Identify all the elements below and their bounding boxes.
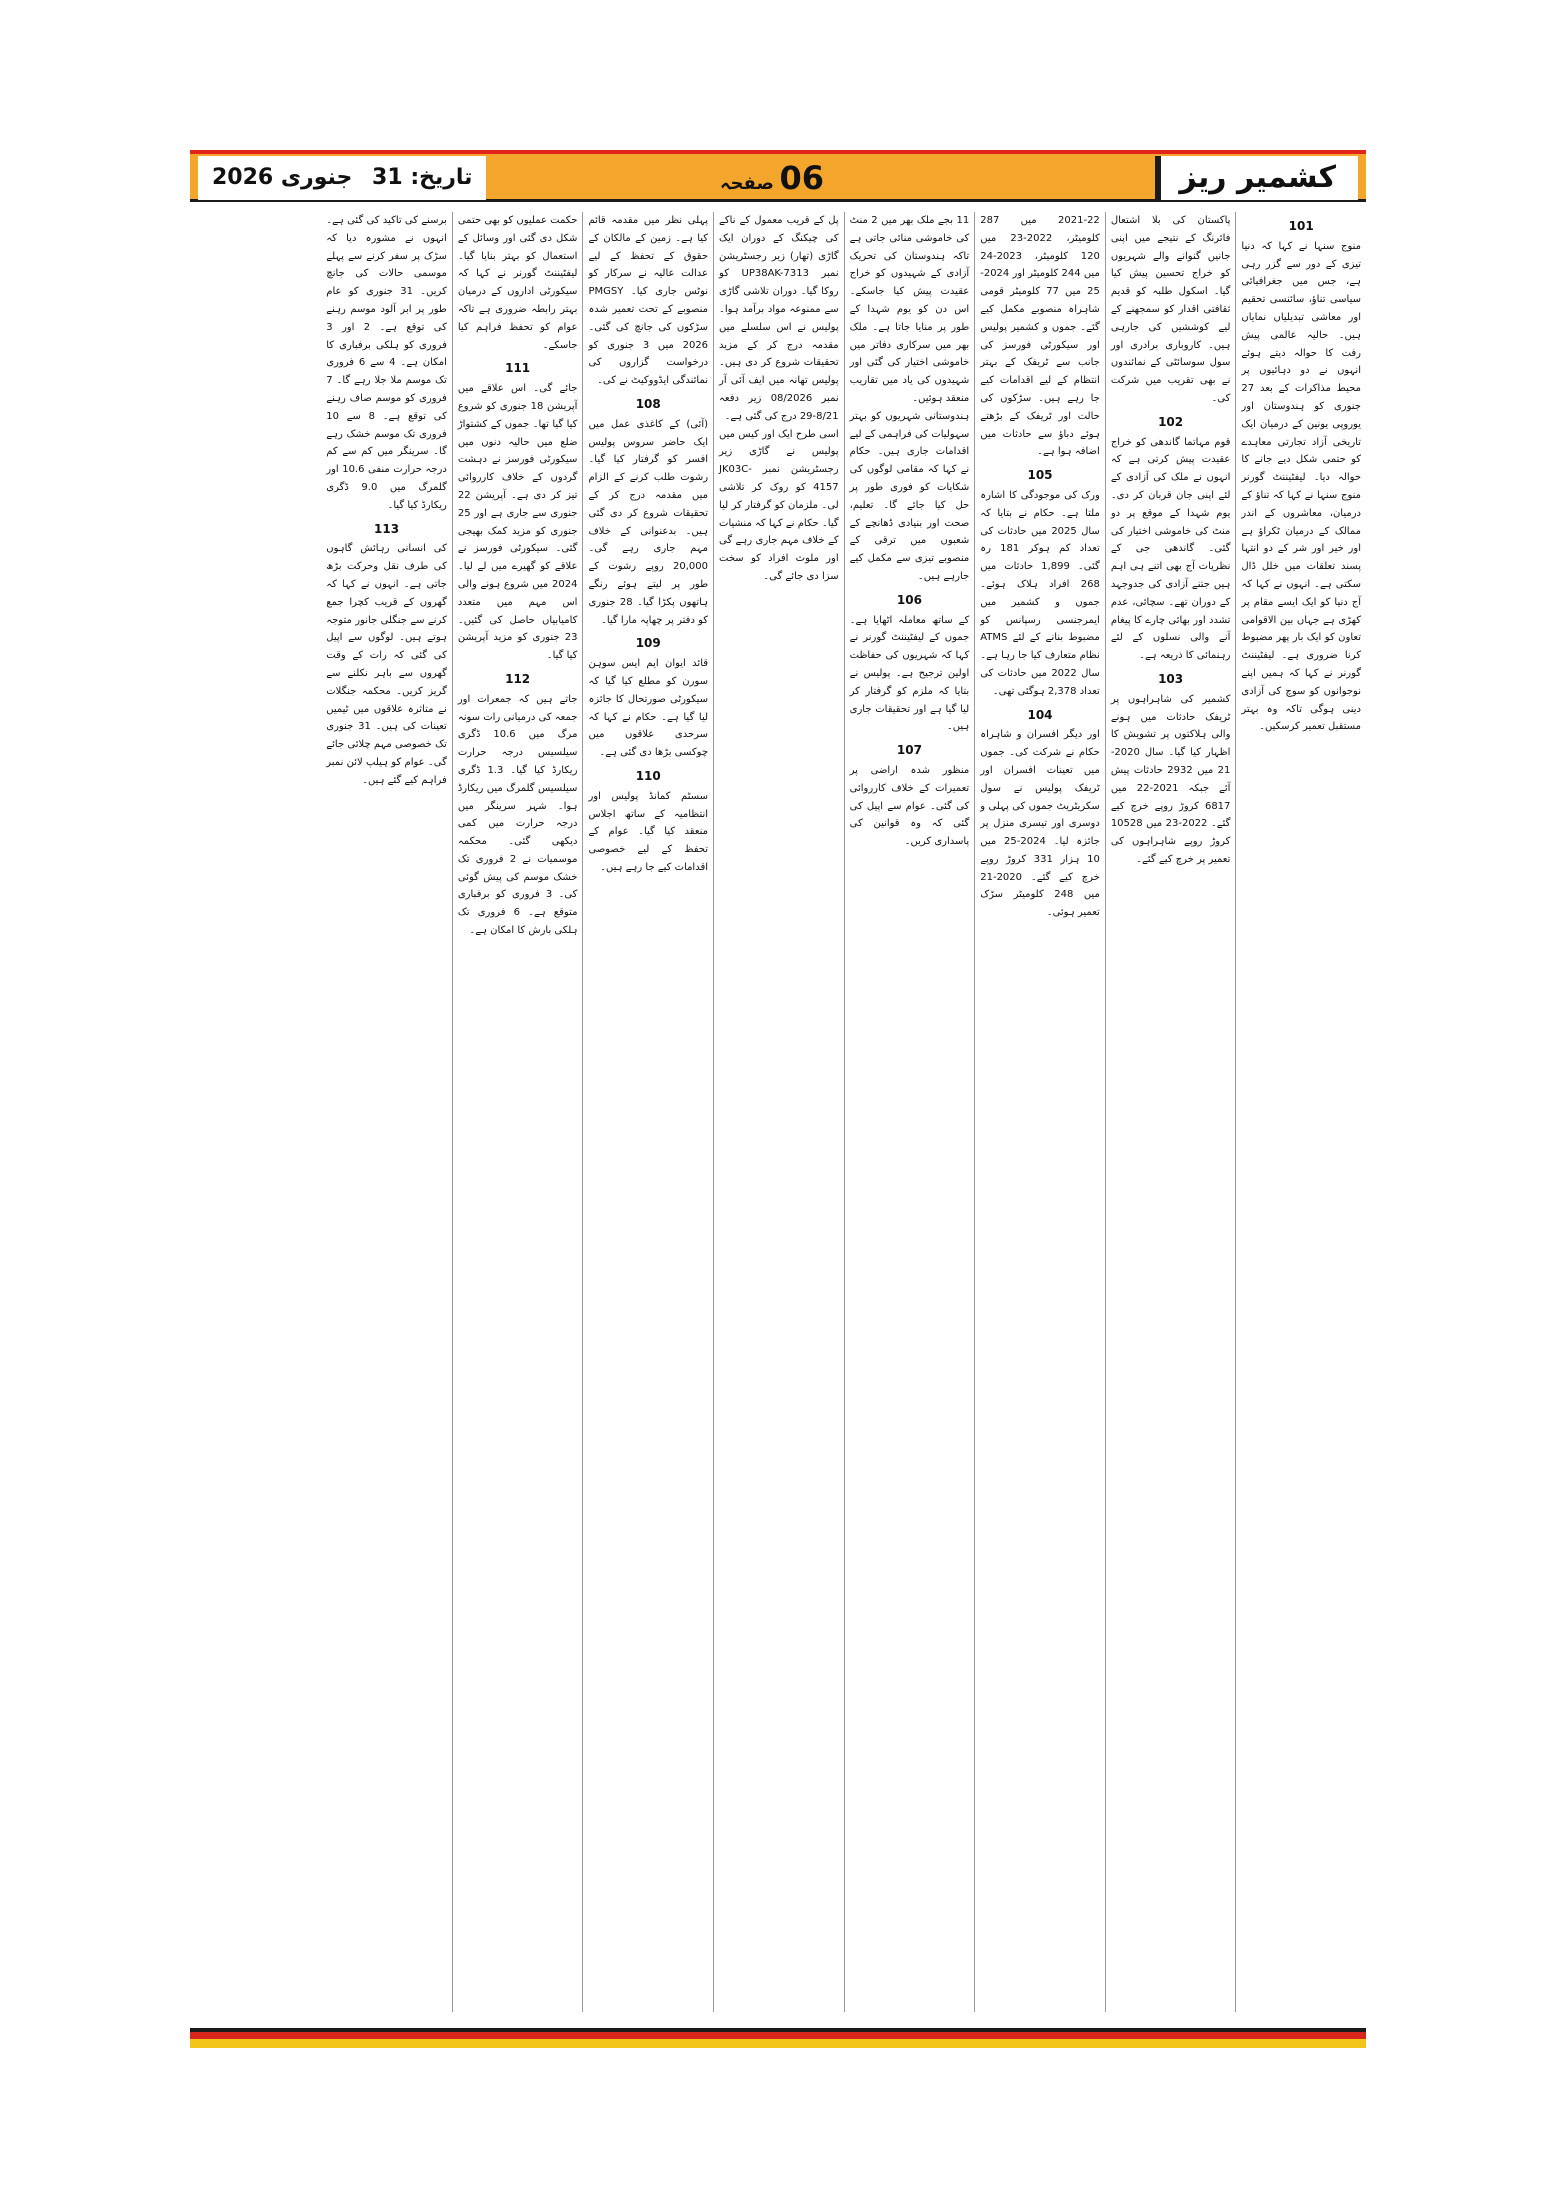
story-paragraph: جائے گی۔ اس علاقے میں آپریشن 18 جنوری کو شروع کیا گیا تھا۔ جموں کے کشتواڑ ضلع میں حالیہ دنوں میں سیکورٹی فورسز نے دہشت گردوں کے خلاف کارروائی تیز کر دی ہے۔ آپریشن 22 جنوری سے جاری ہے اور 25 جنوری کو مزید کمک بھیجی گئی۔ سیکورٹی فورسز نے علاقے کو گھیرے میں لے لیا۔ 2024 میں شروع ہونے والی اس مہم میں متعدد کامیابیاں حاصل کی گئیں۔ 23 جنوری کو مزید آپریشن کیا گیا۔ <box>457 383 578 662</box>
date-label: تاریخ: <box>410 165 473 190</box>
story-number: 108 <box>635 396 661 411</box>
story-number: 103 <box>1158 671 1184 686</box>
story-number: 101 <box>1288 219 1314 233</box>
story-number: 112 <box>505 671 531 686</box>
story-number: 102 <box>1158 414 1184 429</box>
column-1 <box>1235 212 1366 2012</box>
stripe-yellow <box>190 2039 1366 2048</box>
story-number: 104 <box>1027 707 1053 722</box>
column-7 <box>452 212 583 2012</box>
story-number: 107 <box>896 743 922 758</box>
story-paragraph: ورک کی موجودگی کا اشارہ ملتا ہے۔ حکام نے بتایا کہ سال 2025 میں حادثات کی تعداد کم ہوکر 181 رہ گئی۔ 1,899 حادثات میں 268 افراد ہلاک ہوئے۔ جموں و کشمیر میں ایمرجنسی رسپانس کو مضبوط بنانے کے لئے ATMS نظام متعارف کیا جا رہا ہے۔ سال 2022 میں حادثات کی تعداد 2,378 ہوگئی تھی۔ <box>980 489 1100 697</box>
column-8 <box>321 212 452 2012</box>
story-number: 109 <box>635 636 661 651</box>
story-paragraph: برسنے کی تاکید کی گئی ہے۔ انہوں نے مشورہ دیا کہ سڑک پر سفر کرنے سے پہلے موسمی حالات کی جانچ کریں۔ 31 جنوری کو عام طور پر ابر آلود موسم رہنے کی توقع ہے۔ 2 اور 3 فروری کو ہلکی برفباری کا امکان ہے۔ 4 سے 6 فروری تک موسم ملا جلا رہے گا۔ 7 فروری کو موسم صاف رہنے کی توقع ہے۔ 8 سے 10 فروری تک موسم خشک رہے گا۔ سرینگر میں کم سے کم درجہ حرارت منفی 10.6 اور گلمرگ میں 9.0 ڈگری ریکارڈ کیا گیا۔ <box>326 215 447 511</box>
footer-stripes <box>190 2028 1366 2048</box>
column-3 <box>974 212 1105 2012</box>
story-number: 113 <box>374 521 400 536</box>
story-paragraph: اسی طرح ایک اور کیس میں پولیس نے گاڑی زیر رجسٹریشن نمبر JK03C-4157 کو روک کر تلاشی لی۔ ملزمان کو گرفتار کر لیا گیا۔ حکام نے کہا کہ منشیات کے خلاف مہم جاری رہے گی اور ملوث افراد کو سخت سزا دی جائے گی۔ <box>719 428 839 582</box>
news-columns <box>190 212 1366 2012</box>
story-paragraph: کی انسانی رہائش گاہوں کی طرف نقل وحرکت بڑھ جاتی ہے۔ انہوں نے کہا کہ گھروں کے قریب کچرا جمع کرنے سے جنگلی جانور متوجہ ہوتے ہیں۔ لوگوں سے اپیل کی گئی کہ رات کے وقت گھروں سے باہر نکلنے سے گریز کریں۔ محکمہ جنگلات نے متاثرہ علاقوں میں ٹیمیں تعینات کی ہیں۔ 31 جنوری تک خصوصی مہم چلائی جائے گی۔ عوام کو ہیلپ لائن نمبر فراہم کیے گئے ہیں۔ <box>326 543 447 786</box>
story-number: 110 <box>635 768 661 783</box>
story-paragraph: کے ساتھ معاملہ اٹھایا ہے۔ جموں کے لیفٹیننٹ گورنر نے کہا کہ شہریوں کی حفاظت اولین ترجیح ہے۔ پولیس نے بتایا کہ ملزم کو گرفتار کر لیا گیا ہے اور تحقیقات جاری ہیں۔ <box>849 614 970 733</box>
story-paragraph: اور دیگر افسران و شاہراہ حکام نے شرکت کی۔ جموں میں تعینات افسران اور ٹریفک پولیس نے سول سکریٹریٹ جموں کی پہلی و دوسری اور تیسری منزل پر جائزہ لیا۔ 2024-25 میں 10 ہزار 331 کروڑ روپے خرچ کیے گئے۔ 2020-21 میں 248 کلومیٹر سڑک تعمیر ہوئی۔ <box>980 729 1100 919</box>
date-value: 31 جنوری 2026 <box>212 165 403 190</box>
story-paragraph: منوج سنہا نے کہا کہ دنیا تیزی کے دور سے گزر رہی ہے، جس میں جغرافیائی سیاسی تناؤ، سائنسی تحقیم اور معاشی تبدیلیاں نمایاں ہیں۔ حالیہ عالمی پیش رفت کا حوالہ دیتے ہوئے انہوں نے دو دہائیوں پر محیط مذاکرات کے بعد 27 جنوری کو ہندوستان اور یوروپی یونین کے درمیان ایک تاریخی آزاد تجارتی معاہدے کو حتمی شکل دیے جانے کا حوالہ دیا۔ لیفٹیننٹ گورنر منوج سنہا نے کہا کہ تناؤ کے درمیان، معاشروں کے اندر ممالک کے درمیان ٹکراؤ ہے اور خیر اور شر کے دو انتہا پسند تعلقات میں خلل ڈال سکتی ہے۔ انہوں نے کہا کہ آج دنیا کو ایک ایسے مقام پر کھڑی ہے جہاں بین الاقوامی تعاون کو ایک بار پھر مضبوط کرنا ضروری ہے۔ لیفٹیننٹ گورنر نے کہا کہ ہمیں اپنے نوجوانوں کو سوچ کی آزادی دینی ہوگی تاکہ وہ بہتر مستقبل تعمیر کرسکیں۔ <box>1241 240 1361 733</box>
story-paragraph: حکمت عملیوں کو بھی حتمی شکل دی گئی اور وسائل کے استعمال کو بہتر بنایا گیا۔ لیفٹیننٹ گورنر نے کہا کہ سیکورٹی اداروں کے درمیان بہتر رابطہ ضروری ہے تاکہ عوام کو تحفظ فراہم کیا جاسکے۔ <box>457 215 578 351</box>
story-paragraph: پاکستان کی بلا اشتعال فائرنگ کے نتیجے میں اپنی جانیں گنوانے والے شہریوں کو خراج تحسین پیش کیا گیا۔ اسکول طلبہ کو قدیم ثقافتی اقدار کو سمجھنے کے لیے کوششیں کی جارہی ہیں۔ کاروباری برادری اور سول سوسائٹی کے نمائندوں نے بھی تقریب میں شرکت کی۔ <box>1110 215 1231 404</box>
story-paragraph: قائد ایوان ایم ایس سوہن سورن کو مطلع کیا گیا کہ سیکورٹی صورتحال کا جائزہ لیا گیا ہے۔ حکام نے کہا کہ سرحدی علاقوں میں چوکسی بڑھا دی گئی ہے۔ <box>588 658 709 759</box>
newspaper-page <box>190 150 1366 2080</box>
story-paragraph: پل کے قریب معمول کے ناکے کی چیکنگ کے دوران ایک گاڑی (تھار) زیر رجسٹریشن نمبر UP38AK-7313 کو روکا گیا۔ دوران تلاشی گاڑی سے ممنوعہ مواد برآمد ہوا۔ پولیس نے اس سلسلے میں مقدمہ درج کر کے مزید تحقیقات شروع کر دی ہیں۔ پولیس تھانہ میں ایف آئی آر نمبر 08/2026 زیر دفعہ 8/21-29 درج کی گئی ہے۔ <box>719 215 839 422</box>
column-6 <box>582 212 713 2012</box>
masthead <box>190 150 1366 202</box>
story-number: 111 <box>505 361 531 376</box>
story-paragraph: قوم مہاتما گاندھی کو خراج عقیدت پیش کرتی ہے کہ انہوں نے ملک کی آزادی کے لئے اپنی جان قربان کر دی۔ یوم شہدا کے موقع پر دو منٹ کی خاموشی اختیار کی گئی۔ گاندھی جی کے نظریات آج بھی اتنے ہی اہم ہیں جتنے آزادی کی جدوجہد کے دوران تھے۔ سچائی، عدم تشدد اور بھائی چارے کا پیغام آنے والی نسلوں کے لئے رہنمائی کا ذریعہ ہے۔ <box>1110 436 1231 662</box>
page-number-block <box>710 156 824 200</box>
story-paragraph: پہلی نظر میں مقدمہ قائم کیا ہے۔ زمین کے مالکان کے حقوق کے تحفظ کے لیے عدالت عالیہ نے سرکار کو نوٹس جاری کیا۔ PMGSY منصوبے کے تحت تعمیر شدہ سڑکوں کی جانچ کی گئی۔ 2026 میں 3 جنوری کو درخواست گزاروں کی نمائندگی ایڈووکیٹ نے کی۔ <box>588 215 709 387</box>
story-number: 105 <box>1027 468 1053 483</box>
story-number: 106 <box>896 592 922 607</box>
column-5 <box>713 212 844 2012</box>
date-block <box>198 156 486 200</box>
story-paragraph: 11 بجے ملک بھر میں 2 منٹ کی خاموشی منائی جاتی ہے تاکہ ہندوستان کی تحریک آزادی کے شہیدوں کو خراج عقیدت پیش کیا جاسکے۔ اس دن کو یوم شہدا کے طور پر منایا جاتا ہے۔ ملک بھر میں سرکاری دفاتر میں خاموشی اختیار کی گئی اور شہیدوں کی یاد میں تقاریب منعقد ہوئیں۔ <box>849 215 970 404</box>
story-paragraph: کشمیر کی شاہراہوں پر ٹریفک حادثات میں ہونے والی ہلاکتوں پر تشویش کا اظہار کیا گیا۔ سال 2020-21 میں 2932 حادثات پیش آئے جبکہ 2021-22 میں 6817 کروڑ روپے خرچ کیے گئے۔ 2022-23 میں 10528 کروڑ روپے شاہراہوں کی تعمیر پر خرچ کیے گئے۔ <box>1110 693 1231 865</box>
column-2 <box>1105 212 1236 2012</box>
stripe-red <box>190 2032 1366 2039</box>
story-paragraph: جاتے ہیں کہ جمعرات اور جمعہ کی درمیانی رات سونہ مرگ میں 10.6 ڈگری سیلسیس درجہ حرارت ریکارڈ کیا گیا۔ 1.3 ڈگری سیلسیس گلمرگ میں ریکارڈ ہوا۔ شہر سرینگر میں درجہ حرارت میں کمی دیکھی گئی۔ محکمہ موسمیات نے 2 فروری تک خشک موسم کی پیش گوئی کی۔ 3 فروری کو برفباری متوقع ہے۔ 6 فروری تک ہلکی بارش کا امکان ہے۔ <box>457 693 578 937</box>
story-paragraph: ہندوستانی شہریوں کو بہتر سہولیات کی فراہمی کے لیے اقدامات جاری ہیں۔ حکام نے کہا کہ مقامی لوگوں کی شکایات کو فوری طور پر حل کیا جائے گا۔ تعلیم، صحت اور بنیادی ڈھانچے کے شعبوں میں ترقی کے منصوبے تیزی سے مکمل کیے جارہے ہیں۔ <box>849 410 970 582</box>
page-number: 06 <box>779 159 824 197</box>
story-paragraph: سسٹم کمانڈ پولیس اور انتظامیہ کے ساتھ اجلاس منعقد کیا گیا۔ عوام کے تحفظ کے لیے خصوصی اقدامات کیے جا رہے ہیں۔ <box>588 790 709 873</box>
story-paragraph: منظور شدہ اراضی پر تعمیرات کے خلاف کارروائی کی گئی۔ عوام سے اپیل کی گئی کہ وہ قوانین کی پاسداری کریں۔ <box>849 764 970 848</box>
column-4 <box>844 212 975 2012</box>
story-paragraph: 2021-22 میں 287 کلومیٹر، 2022-23 میں 120 کلومیٹر، 2023-24 میں 244 کلومیٹر اور 2024-25 میں 77 کلومیٹر قومی شاہراہ منصوبے مکمل کیے گئے۔ جموں و کشمیر پولیس اور سیکورٹی فورسز کی جانب سے ٹریفک کے بہتر انتظام کے لیے اقدامات کیے جا رہے ہیں۔ سڑکوں کی حالت اور ٹریفک کے بڑھتے ہوئے دباؤ سے حادثات میں اضافہ ہوا ہے۔ <box>980 215 1100 458</box>
newspaper-title: کشمیر ریز <box>1155 156 1358 200</box>
page-label: صفحہ <box>720 173 774 194</box>
story-paragraph: (آئی) کے کاغذی عمل میں ایک حاضر سروس پولیس افسر کو گرفتار کیا گیا۔ رشوت طلب کرنے کے الزام میں مقدمہ درج کر کے تحقیقات شروع کر دی گئی ہیں۔ بدعنوانی کے خلاف مہم جاری رہے گی۔ 20,000 روپے رشوت کے طور پر لیتے ہوئے رنگے ہاتھوں پکڑا گیا۔ 28 جنوری کو دفتر پر چھاپہ مارا گیا۔ <box>588 418 709 626</box>
